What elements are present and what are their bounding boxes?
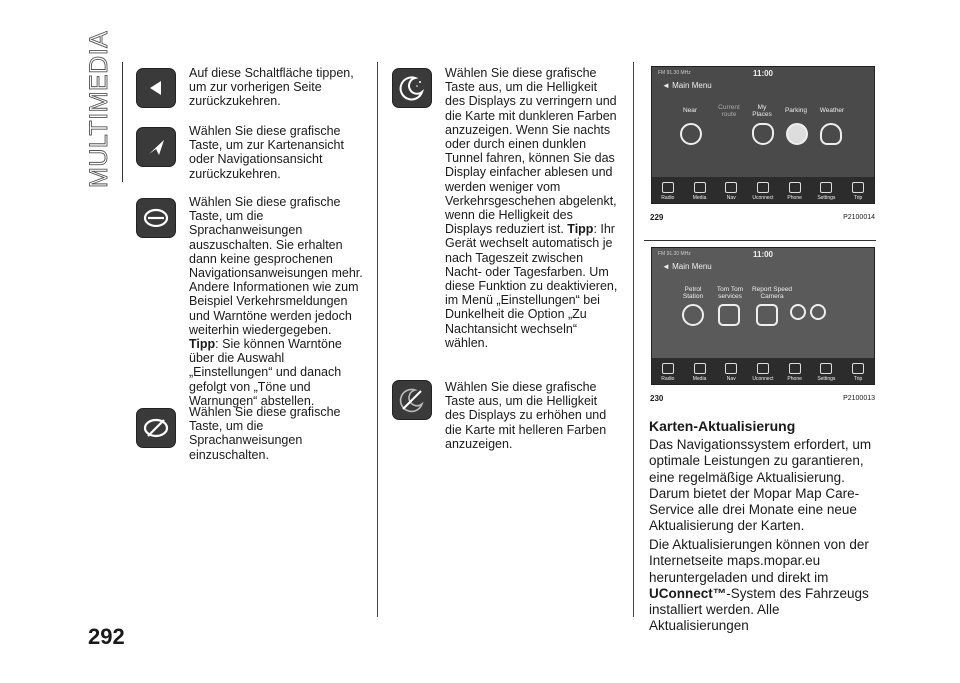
night-mode-main: Wählen Sie diese grafische Taste aus, um die Helligkeit des Displays zu verringern und die Karte mit dunkleren Farben anzuzeigen. Wenn Sie nachts oder durch einen dunklen Tunnel fahren, können Sie das Display einfacher ablesen und werden weniger vom Verkehrsgeschehen abgelenkt, wenn die Helligkeit des Displays reduziert ist. [445, 66, 617, 237]
screen1-bar-uconnect: Uconnect [749, 182, 777, 201]
screen1-opt-current-route: Current route [718, 104, 740, 118]
paragraph-2 [649, 537, 879, 635]
screen2-menu-title: ◄ Main Menu [662, 262, 712, 271]
map-view-arrow-icon [136, 127, 176, 167]
screen1-bar-settings: Settings [812, 182, 840, 201]
search-icon [680, 123, 702, 145]
text-unmute-voice-button: Wählen Sie diese grafische Taste, um die Sprachanweisungen einzuschalten. [189, 405, 341, 462]
day-mode-icon [392, 380, 432, 420]
screen2-radio-freq: FM 91.30 MHz [658, 251, 691, 257]
screen1-bottom-bar [652, 177, 874, 203]
back-arrow-icon [136, 68, 176, 108]
night-mode-tip: : Ihr Gerät wechselt automatisch je nach Tageszeit zwischen Nacht- oder Tagesfarben. Um diese Funktion zu deaktivieren, im Menü „Einstellungen“ bei Dunkelheit die Option „Zu Nachtansicht wechseln“ wählen. [445, 222, 618, 350]
screen1-clock: 11:00 [752, 69, 774, 78]
screen1-bar-nav: Nav [717, 182, 745, 201]
screen2-bar-phone: Phone [781, 363, 809, 382]
screen2-opt-speed-camera: Report Speed Camera [751, 286, 793, 300]
screen1-bar-phone: Phone [781, 182, 809, 201]
figure-229-code: P2100014 [843, 214, 875, 221]
screen1-opt-my-places: My Places [752, 104, 772, 118]
paragraph-2-b: UConnect™ [649, 585, 727, 601]
section-heading: Karten-Aktualisierung [649, 418, 796, 434]
text-mute-voice-button [189, 195, 364, 408]
text-day-mode-button: Wählen Sie diese grafische Taste aus, um die Helligkeit des Displays zu erhöhen und die Karte mit helleren Farben anzuzeigen. [445, 380, 607, 451]
screen1-menu-label: Main Menu [672, 81, 712, 90]
screen2-bar-media: Media [686, 363, 714, 382]
column-divider-1 [377, 62, 378, 617]
figure-229-number: 229 [650, 213, 664, 222]
screen2-status [652, 248, 874, 260]
nav-screen-main-menu [651, 66, 875, 204]
screen2-bar-uconnect: Uconnect [749, 363, 777, 382]
settings-icon [790, 304, 806, 320]
screen1-menu-title: ◄ Main Menu [662, 81, 712, 90]
screen1-opt-parking: Parking [784, 107, 808, 114]
night-mode-moon-icon [392, 68, 432, 108]
screen1-opt-near: Near [682, 107, 698, 114]
screen2-clock: 11:00 [752, 250, 774, 259]
screen1-bar-trip: Trip [844, 182, 872, 201]
screen1-bar-media: Media [686, 182, 714, 201]
screen2-bar-trip: Trip [844, 363, 872, 382]
figure-230-number: 230 [650, 394, 664, 403]
paragraph-2-a: Die Aktualisierungen können von der Internetseite maps.mopar.eu heruntergeladen und direkt im [649, 537, 869, 585]
column-divider-2 [633, 62, 634, 617]
svg-text:MULTIMEDIA: MULTIMEDIA [85, 30, 113, 188]
screen2-menu-label: Main Menu [672, 262, 712, 271]
mute-voice-main: Wählen Sie diese grafische Taste, um die Sprachanweisungen auszuschalten. Sie erhalten dann keine gesprochenen Navigationsanweisungen mehr. Andere Informationen wie zum Beispiel Verkehrsmeldungen und Warntöne werden jedoch weiterhin wiedergegeben. [189, 195, 363, 337]
section-rule [122, 62, 123, 182]
figure-230-code: P2100013 [843, 395, 875, 402]
parking-icon [786, 123, 808, 145]
paragraph-1: Das Navigationssystem erfordert, um optimale Leistungen zu garantieren, eine regelmäßige Aktualisierung. Darum bietet der Mopar Map Care-Service alle drei Monate eine neue Aktualisierung der Karten. [649, 437, 872, 534]
section-title [80, 30, 114, 188]
screen2-opt-tomtom: Tom Tom services [716, 286, 744, 300]
nav-screen-near [651, 247, 875, 385]
weather-icon [820, 123, 842, 145]
page-number: 292 [88, 624, 125, 649]
screen2-bottom-bar [652, 358, 874, 384]
screen1-radio-freq: FM 91.30 MHz [658, 70, 691, 76]
car-service-icon [718, 304, 740, 326]
screen1-bar-radio: Radio [654, 182, 682, 201]
mute-voice-tip-label: Tipp [189, 337, 216, 352]
night-mode-tip-label: Tipp [567, 222, 594, 237]
camera-icon [756, 304, 778, 326]
screen2-bar-settings: Settings [812, 363, 840, 382]
mute-voice-icon [136, 198, 176, 238]
help-icon [810, 304, 826, 320]
my-places-icon [752, 123, 774, 145]
unmute-voice-icon [136, 408, 176, 448]
screen1-status [652, 67, 874, 79]
text-back-button: Auf diese Schaltfläche tippen, um zur vorherigen Seite zurückzukehren. [189, 66, 354, 109]
petrol-icon [682, 304, 704, 326]
paragraph-2-c: -System des Fahrzeugs installiert werden. Alle Aktualisierungen [649, 585, 869, 634]
text-map-view-button: Wählen Sie diese grafische Taste, um zur Kartenansicht oder Navigationsansicht zurückzukehren. [189, 124, 344, 181]
text-night-mode-button [445, 66, 620, 350]
mute-voice-tip: : Sie können Warntöne über die Auswahl „Einstellungen“ und danach gefolgt von „Töne und Warnungen“ abstellen. [189, 337, 342, 408]
screen2-opt-petrol: Petrol Station [682, 286, 704, 300]
screen2-bar-nav: Nav [717, 363, 745, 382]
screen2-bar-radio: Radio [654, 363, 682, 382]
figure-rule [644, 240, 876, 241]
screen1-opt-weather: Weather [819, 107, 845, 114]
